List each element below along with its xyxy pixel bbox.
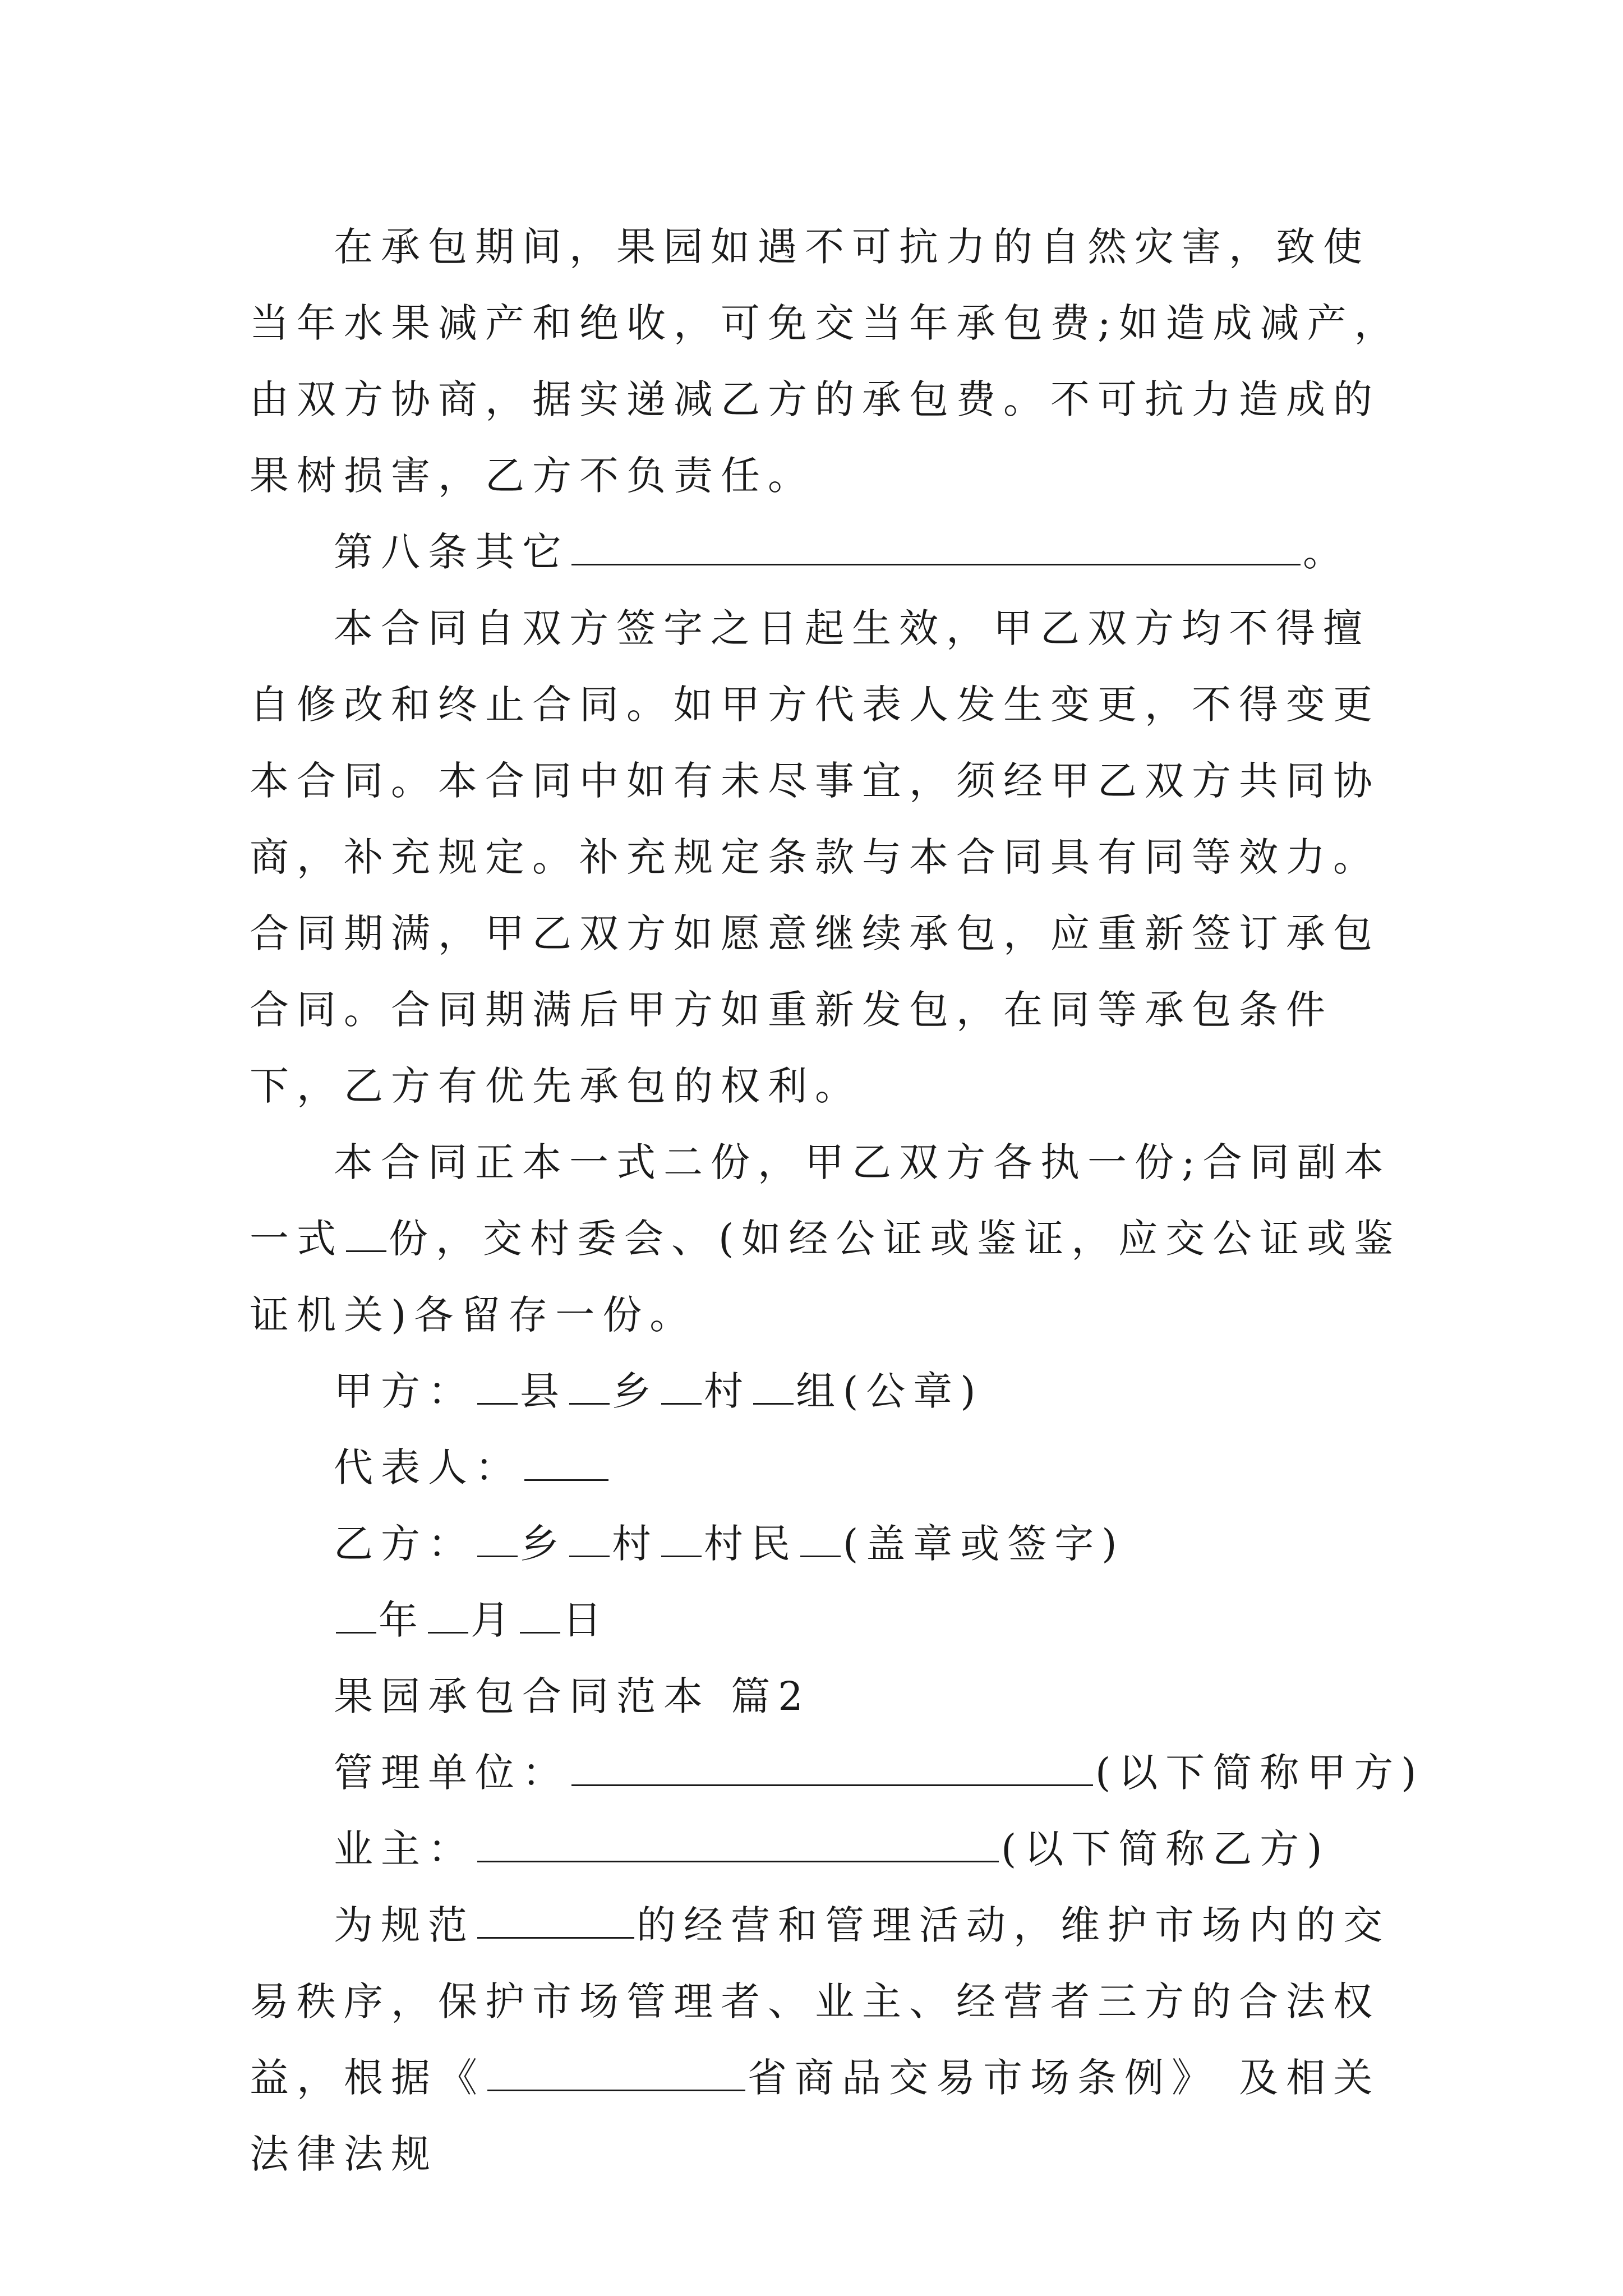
county-blank [477,1368,518,1405]
purpose-text-2: 的经营和管理活动，维护市场内的交易秩序，保护市场管理者、业主、经营者三方的合法权益，根据《 [250,1902,1390,2101]
year-blank [336,1596,376,1634]
owner-label: 业主： [334,1826,475,1872]
article-8-label: 第八条其它 [334,529,569,575]
group-blank [753,1368,794,1405]
purpose-text-1: 为规范 [334,1902,475,1948]
management-blank [571,1749,1093,1786]
county-text: 县 [520,1368,567,1414]
party-b-sign-blank [800,1520,841,1557]
party-b-villager-text: 村民 [704,1521,798,1567]
party-b-label: 乙方： [334,1521,475,1567]
township-blank [569,1368,610,1405]
party-a-line [250,1353,1405,1429]
party-b-line [250,1506,1405,1582]
village-text: 村 [704,1368,751,1414]
article-8-end: 。 [1303,529,1350,575]
month-text: 月 [471,1597,518,1643]
owner-blank [477,1825,999,1862]
management-label: 管理单位： [334,1750,569,1796]
day-blank [520,1596,560,1634]
copies-text-2: 份，交村委会、(如经公证或鉴证，应交公证或鉴证机关)各留存一份。 [250,1216,1401,1338]
copies-text-1: 本合同正本一式二份，甲乙双方各执一份;合同副本一式 [250,1139,1391,1262]
party-b-village-blank [569,1520,610,1557]
article-8-blank [571,528,1301,565]
management-line [250,1734,1424,1811]
party-b-sign-text: (盖章或签字) [843,1521,1125,1567]
purpose-text-3: 省商品交易市场条例》 及相关法律法规 [250,2055,1381,2177]
representative-line [250,1429,1405,1506]
representative-blank [524,1444,608,1481]
paragraph-copies [250,1124,1405,1353]
copies-count-blank [346,1215,386,1252]
day-text: 日 [562,1597,610,1643]
representative-label: 代表人： [334,1444,522,1490]
date-line [250,1582,1405,1658]
party-b-township-blank [477,1520,518,1557]
owner-suffix: (以下简称乙方) [1001,1826,1330,1872]
section-title: 果园承包合同范本 篇2 [334,1673,811,1719]
management-suffix: (以下简称甲方) [1095,1750,1424,1796]
month-blank [428,1596,468,1634]
market-name-blank [477,1902,634,1939]
party-b-village-text: 村 [612,1521,659,1567]
party-b-township-text: 乡 [520,1521,567,1567]
paragraph-purpose [250,1887,1405,2192]
article-8-line [250,514,1405,590]
group-text: 组(公章) [796,1368,984,1414]
document-body [250,209,1424,2192]
paragraph-effectiveness: 本合同自双方签字之日起生效，甲乙双方均不得擅自修改和终止合同。如甲方代表人发生变更，不得变更本合同。本合同中如有未尽事宜，须经甲乙双方共同协商，补充规定。补充规定条款与本合同具有同等效力。合同期满，甲乙双方如愿意继续承包，应重新签订承包合同。合同期满后甲方如重新发包，在同等承包条件下，乙方有优先承包的权利。 [250,605,1380,1109]
province-blank [487,2054,745,2091]
owner-line [250,1811,1405,1887]
party-b-villager-blank [661,1520,702,1557]
village-blank [661,1368,702,1405]
year-text: 年 [379,1597,426,1643]
party-a-label: 甲方： [334,1368,475,1414]
township-text: 乡 [612,1368,659,1414]
paragraph-force-majeure: 在承包期间，果园如遇不可抗力的自然灾害，致使当年水果减产和绝收，可免交当年承包费;如造成减产，由双方协商，据实递减乙方的承包费。不可抗力造成的果树损害，乙方不负责任。 [250,224,1401,499]
